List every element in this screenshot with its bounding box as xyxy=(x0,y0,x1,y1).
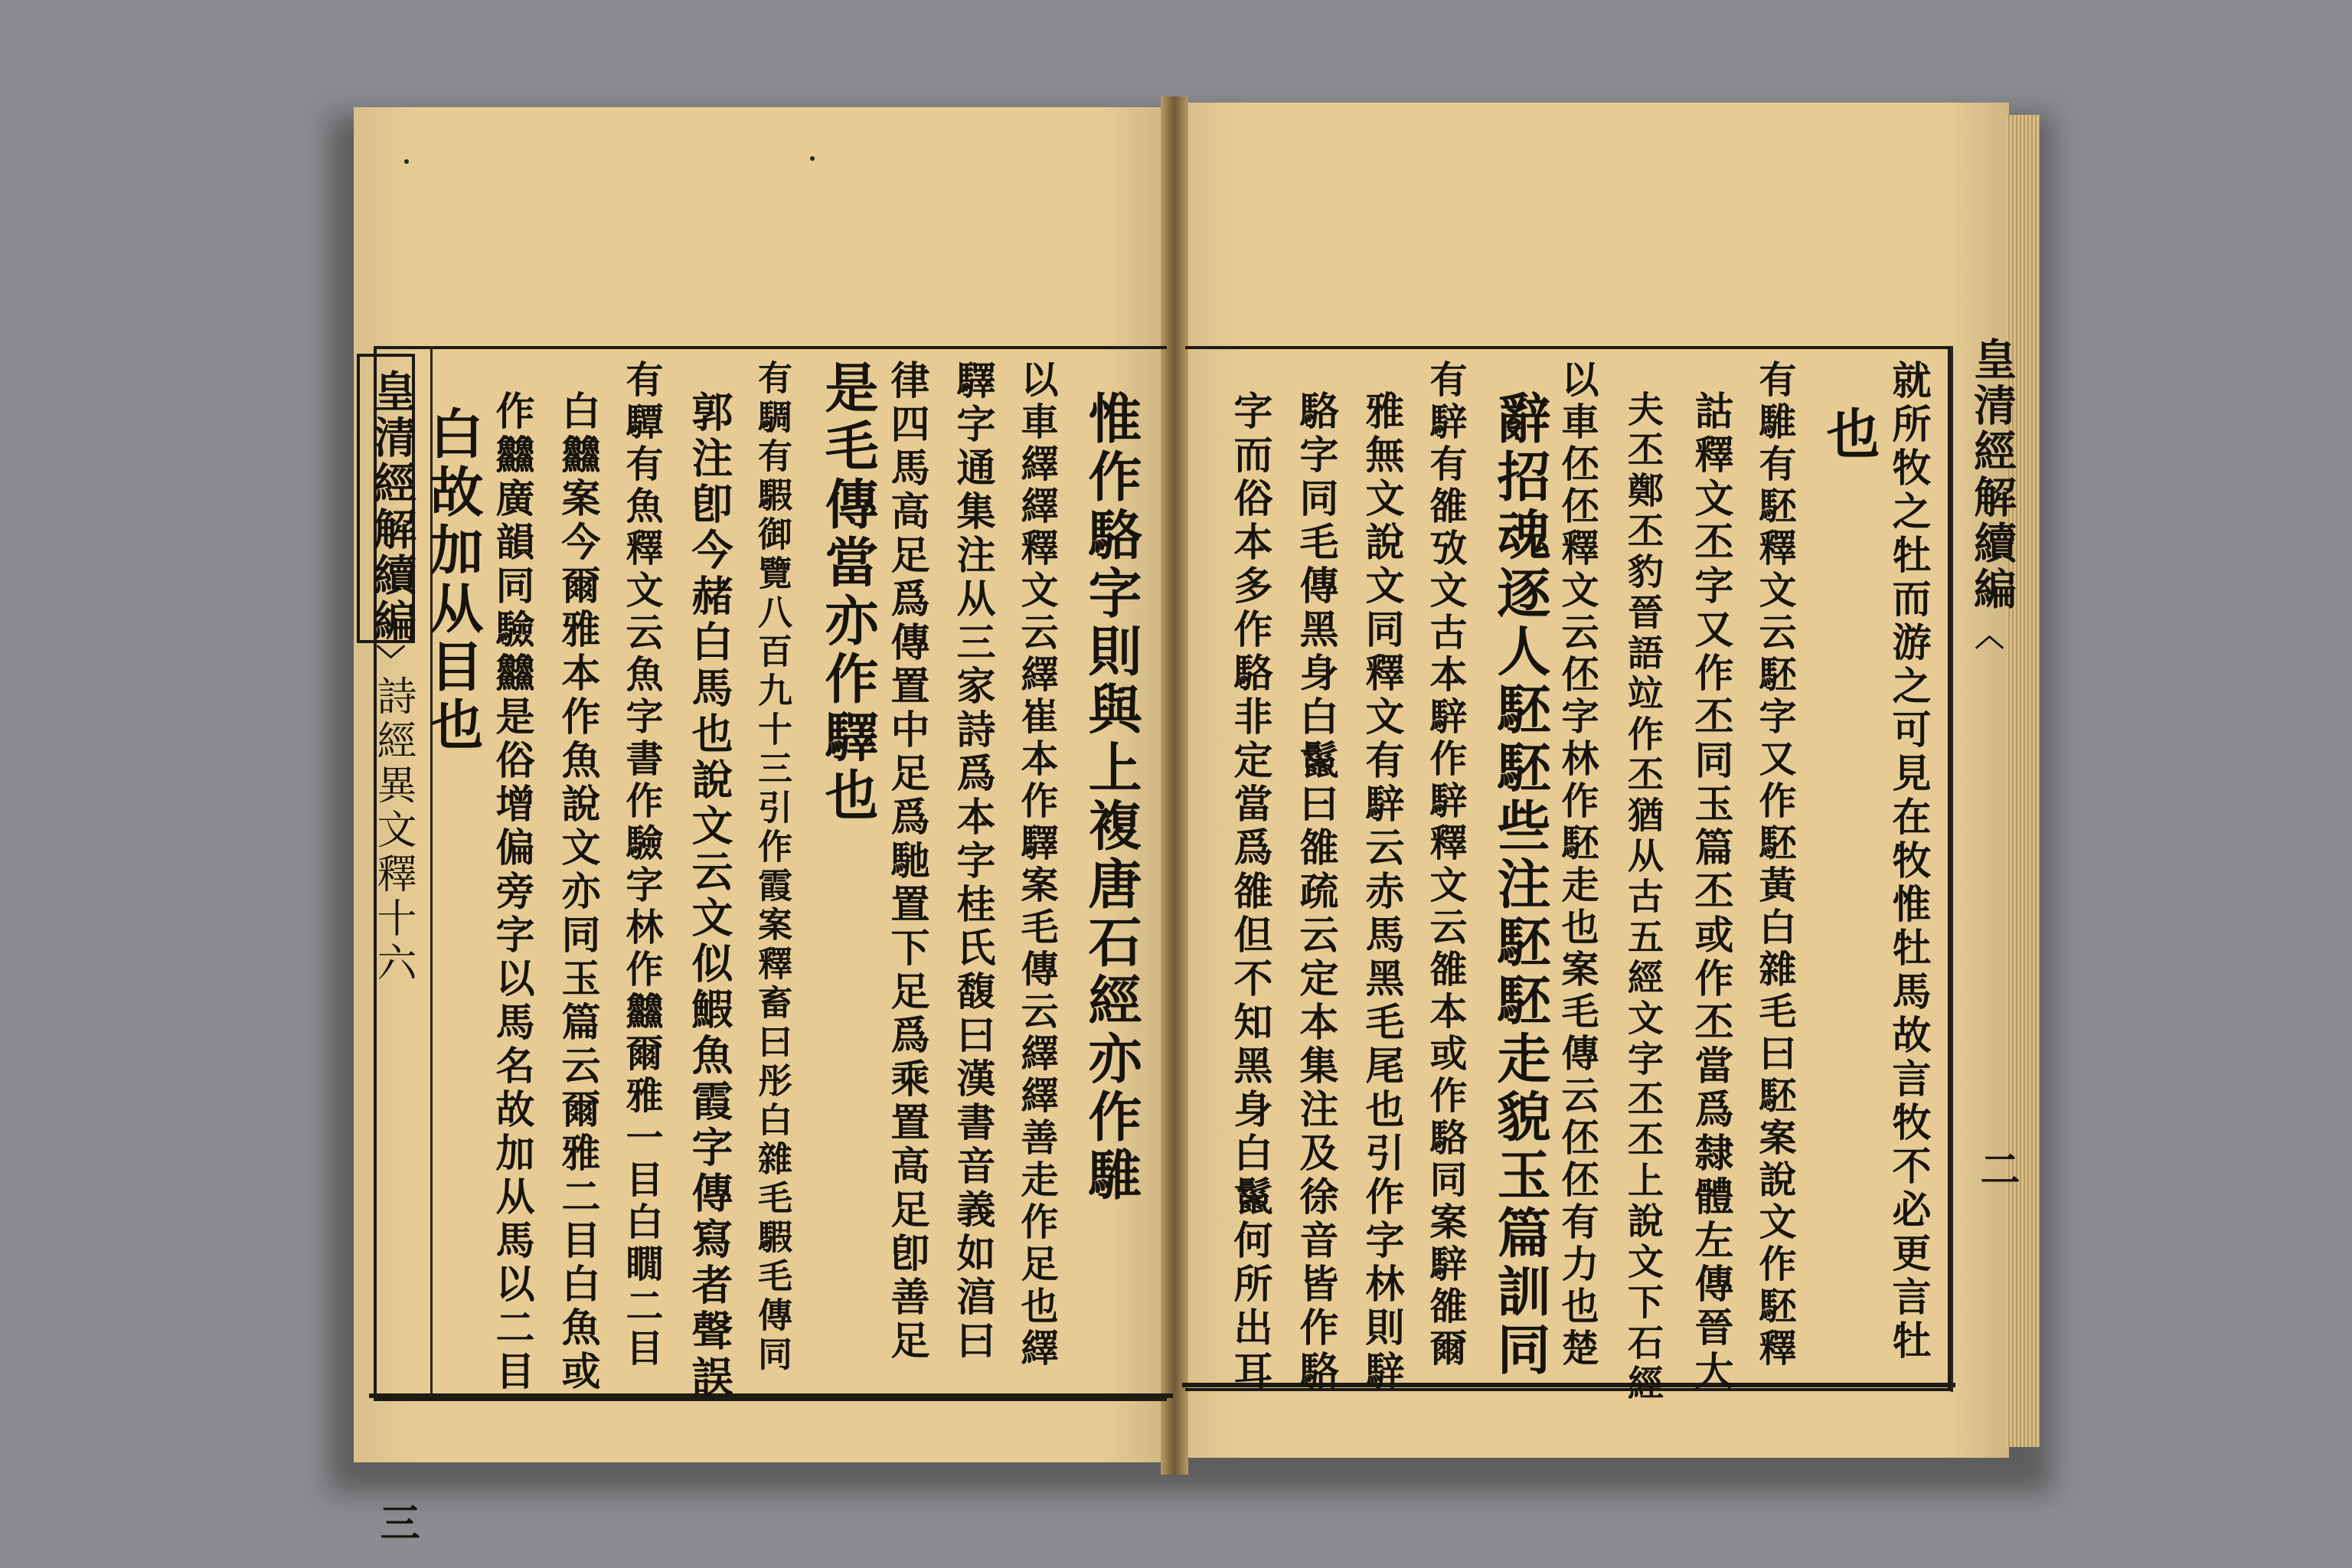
text-column: 郭注卽今赭白馬也說文云文似鰕魚霞字傳寫者聲誤 xyxy=(685,390,734,1401)
text-column: 作䲜廣韻同驗䲜是俗增偏旁字以馬名故加从馬以二目 xyxy=(488,390,534,1394)
text-column: 白故加从目也 xyxy=(421,406,485,755)
text-column: 有騆有騢御覽八百九十三引作霞案釋畜曰彤白雜毛騢毛傳同 xyxy=(752,360,792,1375)
page-edges xyxy=(2006,115,2040,1447)
text-column: 是毛傳當亦作驛也 xyxy=(816,360,880,825)
page-number: 三 xyxy=(373,1502,420,1542)
text-column: 雅無文說文同釋文有騂云赤馬黑毛尾也引作字林則騂 xyxy=(1358,390,1404,1394)
collection-title: 皇清經解續編 xyxy=(1967,337,2017,612)
text-column: 有騂有雒攷文古本騂作騂釋文云雒本或作駱同案騂雒爾 xyxy=(1424,360,1468,1370)
right-center-strip xyxy=(1957,337,2020,1393)
left-center-strip xyxy=(354,354,420,1542)
text-column: 駱字同毛傳黑身白鬣曰雒疏云定本集注及徐音皆作駱 xyxy=(1292,390,1338,1394)
text-column: 白䲜案今爾雅本作魚說文亦同玉篇云爾雅二目白魚或 xyxy=(554,390,600,1394)
ink-dot xyxy=(404,159,409,164)
fish-tail-mark: 〉 xyxy=(371,645,406,674)
text-column: 就所牧之牡而游之可見在牧惟牡馬故言牧不必更言牡 xyxy=(1885,360,1931,1364)
text-column: 辭招魂逐人駓駓些注駓駓走貌玉篇訓同 xyxy=(1488,390,1552,1380)
fish-tail-mark: 〈 xyxy=(1970,620,2004,649)
text-column: 夫丕鄭丕豹晉語竝作丕猶从古五經文字丕丕上說文下石經 xyxy=(1622,390,1664,1405)
collection-title: 皇清經解續編 xyxy=(367,369,417,645)
text-column: 律四馬高足爲傳置中足爲馳置下足爲乘置高足卽善足 xyxy=(884,360,929,1364)
text-column: 以車繹繹釋文云繹崔本作驛案毛傳云繹繹善走作足也繹 xyxy=(1015,360,1060,1370)
text-column: 詁釋文丕字又作丕同玉篇丕或作丕當爲隸體左傳晉大 xyxy=(1687,390,1733,1394)
text-column: 也 xyxy=(1818,406,1881,464)
text-column: 有驔有魚釋文云魚字書作驗字林作䲜爾雅一目白瞯二目 xyxy=(620,360,665,1370)
text-column: 有騅有駓釋文云駓字又作駓黃白雜毛曰駓案說文作駓釋 xyxy=(1753,360,1798,1370)
text-column: 以車伾伾釋文云伾字林作駓走也案毛傳云伾伾有力也楚 xyxy=(1556,360,1600,1370)
text-column: 惟作駱字則與上複唐石經亦作騅 xyxy=(1080,390,1143,1205)
page-number: 二 xyxy=(1973,1148,2020,1188)
text-column: 驛字通集注从三家詩爲本字桂氏馥曰漢書音義如湻曰 xyxy=(949,360,995,1364)
section-title: 詩經異文釋十六 xyxy=(370,675,416,986)
right-strip-rule xyxy=(1951,346,1953,1392)
ink-dot xyxy=(810,156,815,161)
text-column: 字而俗本多作駱非定當爲雒但不知黑身白鬣何所出耳 xyxy=(1227,390,1272,1394)
